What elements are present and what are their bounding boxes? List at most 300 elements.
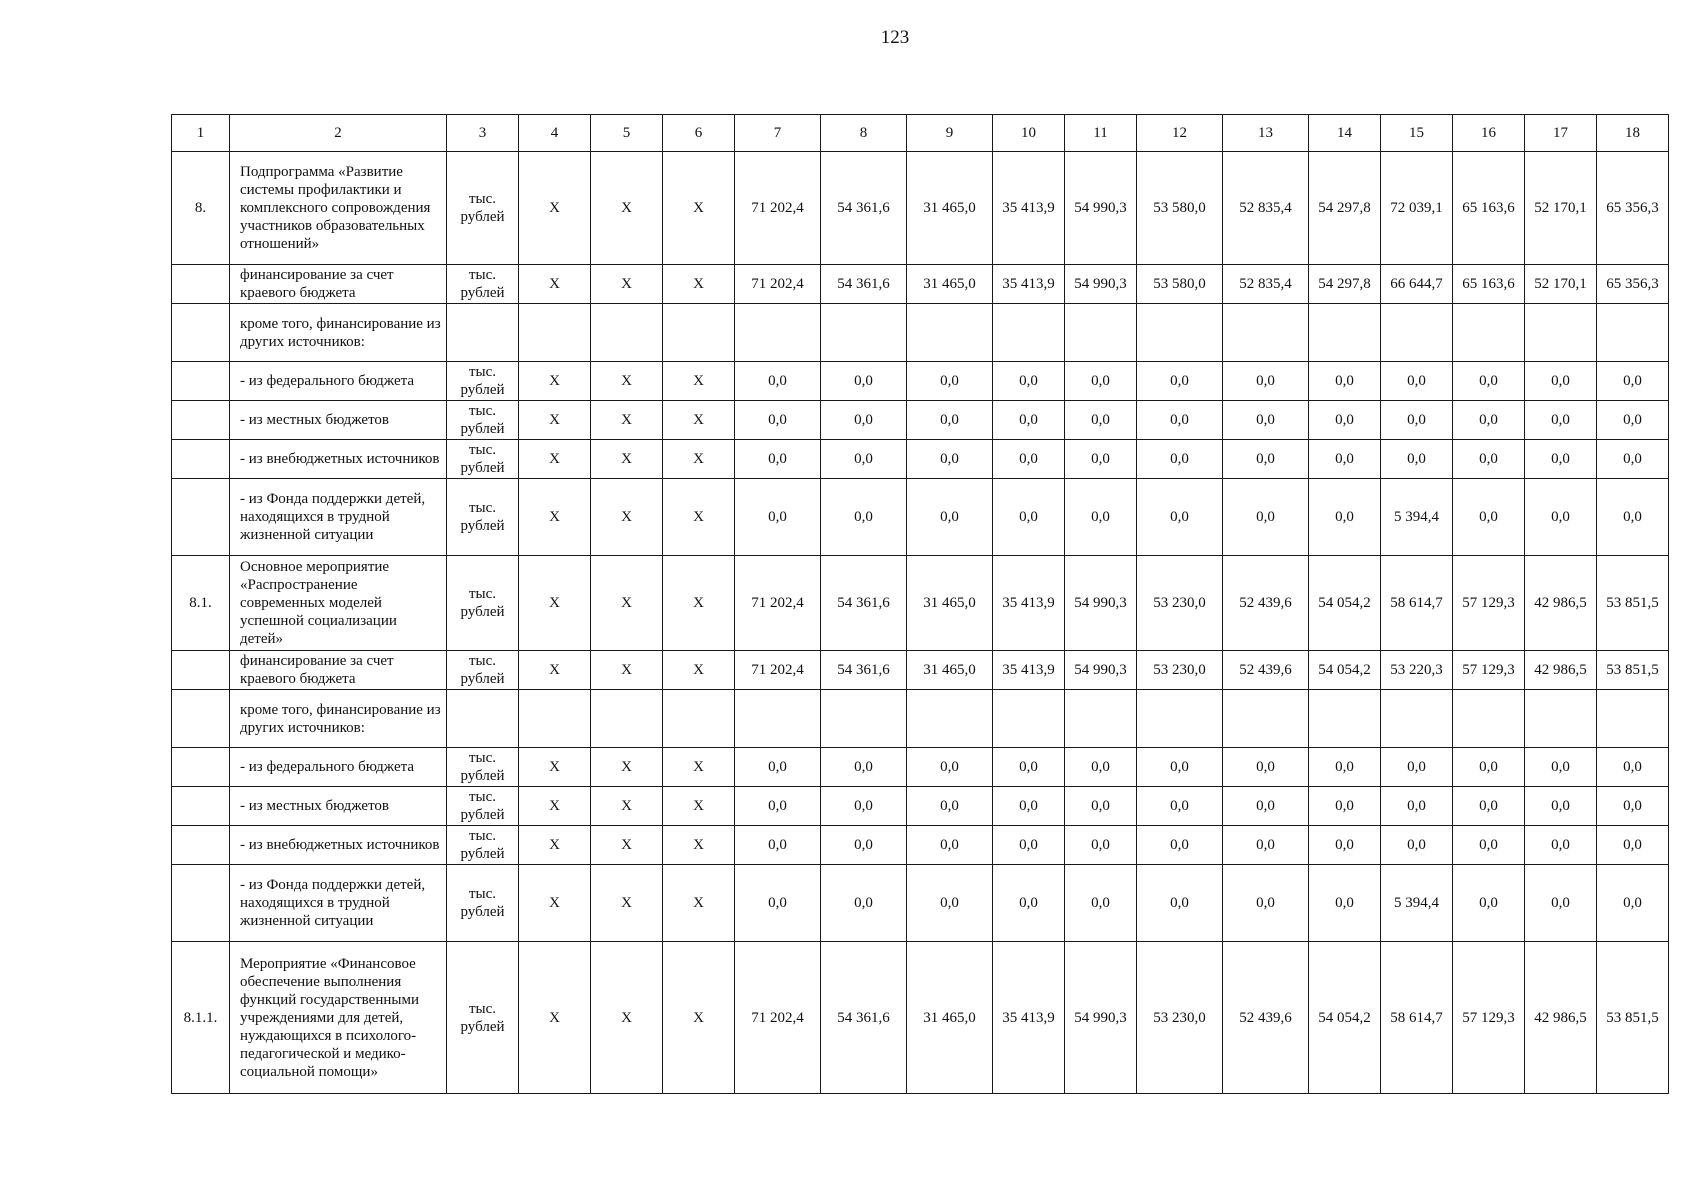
table-cell: 54 990,3 — [1065, 942, 1137, 1094]
table-cell: 0,0 — [1309, 826, 1381, 865]
column-number: 13 — [1223, 115, 1309, 152]
table-cell — [663, 690, 735, 748]
column-number: 4 — [519, 115, 591, 152]
table-cell: 0,0 — [1309, 787, 1381, 826]
table-cell: 0,0 — [735, 362, 821, 401]
table-cell: 0,0 — [821, 362, 907, 401]
table-cell: 5 394,4 — [1381, 865, 1453, 942]
table-cell: 0,0 — [1309, 865, 1381, 942]
table-cell: 0,0 — [1381, 787, 1453, 826]
table-cell: 0,0 — [1065, 479, 1137, 556]
table-cell: 0,0 — [1065, 826, 1137, 865]
table-cell — [519, 304, 591, 362]
table-cell: 57 129,3 — [1453, 942, 1525, 1094]
row-name-cell: - из федерального бюджета — [230, 362, 447, 401]
page-number: 123 — [880, 27, 910, 48]
table-cell: тыс. рублей — [447, 748, 519, 787]
table-cell: X — [663, 748, 735, 787]
table-cell: 0,0 — [821, 826, 907, 865]
table-cell: 0,0 — [1065, 787, 1137, 826]
table-cell: 57 129,3 — [1453, 651, 1525, 690]
table-row — [172, 479, 1669, 556]
table-row — [172, 401, 1669, 440]
table-cell: 0,0 — [1223, 748, 1309, 787]
table-cell — [591, 690, 663, 748]
table-cell: тыс. рублей — [447, 556, 519, 651]
column-number: 15 — [1381, 115, 1453, 152]
table-cell: 31 465,0 — [907, 556, 993, 651]
table-cell: 0,0 — [1525, 787, 1597, 826]
table-cell: X — [519, 265, 591, 304]
table-cell — [519, 690, 591, 748]
column-number: 1 — [172, 115, 230, 152]
table-row — [172, 865, 1669, 942]
table-cell — [993, 304, 1065, 362]
column-number: 14 — [1309, 115, 1381, 152]
table-cell: 72 039,1 — [1381, 152, 1453, 265]
table-cell: X — [591, 787, 663, 826]
row-name-cell: кроме того, финансирование из других источников: — [230, 690, 447, 748]
table-cell: 0,0 — [1381, 401, 1453, 440]
table-cell: X — [591, 479, 663, 556]
table-cell — [1525, 304, 1597, 362]
table-cell: 54 297,8 — [1309, 152, 1381, 265]
column-number: 3 — [447, 115, 519, 152]
table-cell: 52 439,6 — [1223, 556, 1309, 651]
table-cell: 0,0 — [1065, 865, 1137, 942]
table-cell: X — [591, 152, 663, 265]
table-cell: 58 614,7 — [1381, 942, 1453, 1094]
table-cell: X — [663, 265, 735, 304]
table-cell: 0,0 — [1453, 787, 1525, 826]
table-cell: 0,0 — [1525, 826, 1597, 865]
column-number: 5 — [591, 115, 663, 152]
row-number-cell — [172, 787, 230, 826]
column-number: 7 — [735, 115, 821, 152]
table-cell: X — [591, 865, 663, 942]
row-name-cell: - из Фонда поддержки детей, находящихся в трудной жизненной ситуации — [230, 479, 447, 556]
column-number: 18 — [1597, 115, 1669, 152]
table-cell: 0,0 — [735, 479, 821, 556]
table-cell: 0,0 — [907, 865, 993, 942]
table-row — [172, 651, 1669, 690]
table-cell: X — [519, 440, 591, 479]
table-cell: 35 413,9 — [993, 265, 1065, 304]
table-cell: тыс. рублей — [447, 479, 519, 556]
table-cell: 35 413,9 — [993, 556, 1065, 651]
table-row — [172, 304, 1669, 362]
budget-table — [171, 114, 1669, 1094]
table-cell: X — [591, 651, 663, 690]
table-cell: X — [663, 479, 735, 556]
table-cell: X — [591, 556, 663, 651]
table-cell: 0,0 — [993, 479, 1065, 556]
table-cell: 0,0 — [1453, 362, 1525, 401]
column-number-row — [172, 115, 1669, 152]
table-row — [172, 362, 1669, 401]
table-cell — [1309, 690, 1381, 748]
table-cell: X — [591, 440, 663, 479]
row-name-cell: - из внебюджетных источников — [230, 440, 447, 479]
table-cell: 0,0 — [821, 401, 907, 440]
table-cell: 31 465,0 — [907, 651, 993, 690]
table-row — [172, 942, 1669, 1094]
table-cell: 71 202,4 — [735, 152, 821, 265]
table-body — [172, 152, 1669, 1094]
table-cell: тыс. рублей — [447, 865, 519, 942]
row-number-cell: 8.1.1. — [172, 942, 230, 1094]
table-cell: 0,0 — [1065, 401, 1137, 440]
table-cell: тыс. рублей — [447, 787, 519, 826]
table-cell: X — [519, 362, 591, 401]
table-cell: 0,0 — [993, 787, 1065, 826]
row-name-cell: - из внебюджетных источников — [230, 826, 447, 865]
table-cell: 0,0 — [907, 362, 993, 401]
table-cell: 0,0 — [735, 865, 821, 942]
column-number: 2 — [230, 115, 447, 152]
table-cell — [1137, 304, 1223, 362]
row-name-cell: финансирование за счет краевого бюджета — [230, 651, 447, 690]
table-cell: 0,0 — [907, 787, 993, 826]
table-cell: 53 220,3 — [1381, 651, 1453, 690]
table-cell: 0,0 — [993, 865, 1065, 942]
table-cell: 0,0 — [1597, 826, 1669, 865]
table-cell: 0,0 — [993, 362, 1065, 401]
table-cell: 0,0 — [1381, 748, 1453, 787]
row-name-cell: - из Фонда поддержки детей, находящихся в трудной жизненной ситуации — [230, 865, 447, 942]
table-cell: 54 361,6 — [821, 651, 907, 690]
table-cell: 71 202,4 — [735, 651, 821, 690]
table-cell: 0,0 — [1525, 401, 1597, 440]
table-cell: тыс. рублей — [447, 362, 519, 401]
table-cell: 0,0 — [1309, 479, 1381, 556]
table-cell: 0,0 — [1223, 362, 1309, 401]
table-cell: 0,0 — [1597, 401, 1669, 440]
table-cell: 0,0 — [735, 826, 821, 865]
table-cell: 0,0 — [1137, 787, 1223, 826]
table-cell: 0,0 — [1525, 440, 1597, 479]
table-cell: 31 465,0 — [907, 152, 993, 265]
column-number: 10 — [993, 115, 1065, 152]
table-cell — [663, 304, 735, 362]
row-number-cell — [172, 362, 230, 401]
table-cell: 0,0 — [1137, 440, 1223, 479]
table-cell: 0,0 — [1137, 479, 1223, 556]
table-cell: X — [591, 942, 663, 1094]
table-cell: X — [663, 401, 735, 440]
table-row — [172, 690, 1669, 748]
table-cell: 0,0 — [735, 748, 821, 787]
table-cell: 0,0 — [907, 479, 993, 556]
table-cell: 0,0 — [1453, 479, 1525, 556]
row-number-cell: 8. — [172, 152, 230, 265]
row-number-cell: 8.1. — [172, 556, 230, 651]
column-number: 6 — [663, 115, 735, 152]
table-cell: 54 054,2 — [1309, 942, 1381, 1094]
row-number-cell — [172, 690, 230, 748]
table-cell: тыс. рублей — [447, 440, 519, 479]
table-cell: 0,0 — [1525, 362, 1597, 401]
table-cell: 0,0 — [1223, 440, 1309, 479]
row-number-cell — [172, 479, 230, 556]
table-cell: X — [663, 787, 735, 826]
table-cell: X — [591, 265, 663, 304]
table-cell: 0,0 — [1525, 865, 1597, 942]
row-name-cell: Подпрограмма «Развитие системы профилактики и комплексного сопровождения участников образовательных отношений» — [230, 152, 447, 265]
table-cell: тыс. рублей — [447, 152, 519, 265]
table-cell: 0,0 — [907, 826, 993, 865]
column-number: 11 — [1065, 115, 1137, 152]
table-cell: X — [663, 651, 735, 690]
table-cell: 54 054,2 — [1309, 651, 1381, 690]
table-cell: 0,0 — [1223, 787, 1309, 826]
table-cell: 65 356,3 — [1597, 265, 1669, 304]
table-cell: X — [519, 651, 591, 690]
table-cell: 54 361,6 — [821, 152, 907, 265]
table-cell — [447, 304, 519, 362]
row-number-cell — [172, 748, 230, 787]
table-cell: X — [591, 362, 663, 401]
table-cell — [1597, 304, 1669, 362]
table-cell: 0,0 — [1137, 865, 1223, 942]
table-cell: 0,0 — [1381, 440, 1453, 479]
table-cell: 0,0 — [1223, 401, 1309, 440]
table-cell: 0,0 — [907, 748, 993, 787]
column-number: 16 — [1453, 115, 1525, 152]
table-cell: 0,0 — [1597, 479, 1669, 556]
table-cell: 52 835,4 — [1223, 265, 1309, 304]
table-cell: 58 614,7 — [1381, 556, 1453, 651]
table-cell: 0,0 — [907, 401, 993, 440]
table-cell: 31 465,0 — [907, 265, 993, 304]
table-cell: тыс. рублей — [447, 942, 519, 1094]
table-cell: 54 990,3 — [1065, 265, 1137, 304]
table-cell — [735, 690, 821, 748]
table-row — [172, 265, 1669, 304]
table-cell: X — [519, 401, 591, 440]
table-cell — [1381, 304, 1453, 362]
table-header — [172, 115, 1669, 152]
table-cell: 31 465,0 — [907, 942, 993, 1094]
table-cell — [1065, 304, 1137, 362]
table-cell: 53 580,0 — [1137, 152, 1223, 265]
table-cell — [1223, 304, 1309, 362]
table-cell: X — [663, 865, 735, 942]
table-cell: 0,0 — [821, 440, 907, 479]
column-number: 12 — [1137, 115, 1223, 152]
table-cell — [1381, 690, 1453, 748]
table-cell: X — [663, 440, 735, 479]
table-cell: 0,0 — [1381, 826, 1453, 865]
table-cell: 0,0 — [1223, 865, 1309, 942]
table-cell: 5 394,4 — [1381, 479, 1453, 556]
table-cell: 0,0 — [1597, 787, 1669, 826]
table-cell: 54 361,6 — [821, 942, 907, 1094]
table-cell: 54 361,6 — [821, 556, 907, 651]
table-cell: тыс. рублей — [447, 651, 519, 690]
row-name-cell: Основное мероприятие «Распространение современных моделей успешной социализации детей» — [230, 556, 447, 651]
table-cell: 0,0 — [993, 401, 1065, 440]
table-cell: 52 439,6 — [1223, 651, 1309, 690]
table-cell: 0,0 — [1453, 440, 1525, 479]
table-cell: 52 170,1 — [1525, 152, 1597, 265]
table-cell: тыс. рублей — [447, 401, 519, 440]
table-cell: X — [519, 479, 591, 556]
row-name-cell: - из федерального бюджета — [230, 748, 447, 787]
table-cell: 0,0 — [1137, 826, 1223, 865]
table-cell: тыс. рублей — [447, 826, 519, 865]
table-cell — [907, 690, 993, 748]
table-cell: 0,0 — [1525, 479, 1597, 556]
table-cell: 0,0 — [1065, 362, 1137, 401]
table-cell: 35 413,9 — [993, 152, 1065, 265]
table-cell: 0,0 — [993, 826, 1065, 865]
row-name-cell: финансирование за счет краевого бюджета — [230, 265, 447, 304]
table-row — [172, 152, 1669, 265]
table-cell: 54 054,2 — [1309, 556, 1381, 651]
table-cell — [1309, 304, 1381, 362]
row-number-cell — [172, 651, 230, 690]
table-cell — [1065, 690, 1137, 748]
table-cell: 54 297,8 — [1309, 265, 1381, 304]
table-cell — [821, 690, 907, 748]
table-cell: 0,0 — [1309, 440, 1381, 479]
row-name-cell: - из местных бюджетов — [230, 787, 447, 826]
table-cell: 0,0 — [1309, 401, 1381, 440]
table-cell: 54 990,3 — [1065, 651, 1137, 690]
table-cell — [1453, 690, 1525, 748]
table-cell: 0,0 — [1137, 362, 1223, 401]
table-cell: X — [663, 942, 735, 1094]
table-cell — [1525, 690, 1597, 748]
table-cell: 0,0 — [1597, 865, 1669, 942]
table-row — [172, 748, 1669, 787]
table-cell: 0,0 — [1065, 748, 1137, 787]
table-cell: 0,0 — [1309, 362, 1381, 401]
table-cell: 52 835,4 — [1223, 152, 1309, 265]
table-cell — [735, 304, 821, 362]
table-cell: X — [591, 401, 663, 440]
row-number-cell — [172, 304, 230, 362]
table-cell: 42 986,5 — [1525, 651, 1597, 690]
row-number-cell — [172, 440, 230, 479]
table-cell: 53 851,5 — [1597, 556, 1669, 651]
table-cell: 53 851,5 — [1597, 942, 1669, 1094]
table-cell: X — [519, 152, 591, 265]
table-cell: 0,0 — [821, 787, 907, 826]
row-number-cell — [172, 826, 230, 865]
table-cell: 53 851,5 — [1597, 651, 1669, 690]
table-cell: 0,0 — [1309, 748, 1381, 787]
table-cell — [907, 304, 993, 362]
table-cell: 52 170,1 — [1525, 265, 1597, 304]
table-cell: 0,0 — [1453, 865, 1525, 942]
table-cell — [821, 304, 907, 362]
table-cell: X — [663, 556, 735, 651]
table-cell: 0,0 — [735, 401, 821, 440]
table-cell — [1223, 690, 1309, 748]
table-cell — [993, 690, 1065, 748]
table-row — [172, 440, 1669, 479]
table-cell: 0,0 — [1065, 440, 1137, 479]
row-name-cell: - из местных бюджетов — [230, 401, 447, 440]
column-number: 9 — [907, 115, 993, 152]
table-cell: X — [519, 942, 591, 1094]
table-cell: 0,0 — [1381, 362, 1453, 401]
row-number-cell — [172, 865, 230, 942]
table-cell: 42 986,5 — [1525, 942, 1597, 1094]
table-cell: 0,0 — [735, 787, 821, 826]
table-cell: X — [519, 826, 591, 865]
table-cell: 42 986,5 — [1525, 556, 1597, 651]
table-cell: X — [519, 865, 591, 942]
table-cell: 0,0 — [1597, 362, 1669, 401]
table-row — [172, 556, 1669, 651]
column-number: 8 — [821, 115, 907, 152]
table-cell: 71 202,4 — [735, 942, 821, 1094]
table-cell: 0,0 — [1597, 748, 1669, 787]
table-cell — [447, 690, 519, 748]
table-cell: 0,0 — [1525, 748, 1597, 787]
table-cell: X — [519, 748, 591, 787]
table-cell: X — [591, 826, 663, 865]
table-cell: тыс. рублей — [447, 265, 519, 304]
table-cell: 0,0 — [1223, 479, 1309, 556]
table-cell: 65 163,6 — [1453, 152, 1525, 265]
table-cell: 52 439,6 — [1223, 942, 1309, 1094]
table-cell: 0,0 — [993, 440, 1065, 479]
column-number: 17 — [1525, 115, 1597, 152]
row-number-cell — [172, 401, 230, 440]
table-cell: 0,0 — [1453, 826, 1525, 865]
row-number-cell — [172, 265, 230, 304]
table-cell: 57 129,3 — [1453, 556, 1525, 651]
table-cell: 53 230,0 — [1137, 556, 1223, 651]
table-cell: 71 202,4 — [735, 556, 821, 651]
table-cell: 0,0 — [993, 748, 1065, 787]
table-cell: 0,0 — [1453, 401, 1525, 440]
table-cell: 0,0 — [735, 440, 821, 479]
table-cell — [591, 304, 663, 362]
table-cell: 65 163,6 — [1453, 265, 1525, 304]
table-cell — [1453, 304, 1525, 362]
table-cell: 54 361,6 — [821, 265, 907, 304]
table-row — [172, 787, 1669, 826]
table-cell: X — [663, 152, 735, 265]
table-cell: X — [663, 362, 735, 401]
table-cell: X — [591, 748, 663, 787]
table-cell: 54 990,3 — [1065, 152, 1137, 265]
table-cell: 53 230,0 — [1137, 651, 1223, 690]
table-row — [172, 826, 1669, 865]
table-cell: 0,0 — [1597, 440, 1669, 479]
table-cell: 0,0 — [821, 479, 907, 556]
table-cell — [1137, 690, 1223, 748]
table-cell: 53 580,0 — [1137, 265, 1223, 304]
row-name-cell: Мероприятие «Финансовое обеспечение выполнения функций государственными учреждениями для детей, нуждающихся в психолого-педагогической и медико-социальной помощи» — [230, 942, 447, 1094]
row-name-cell: кроме того, финансирование из других источников: — [230, 304, 447, 362]
table-cell: 65 356,3 — [1597, 152, 1669, 265]
table-cell: 0,0 — [1223, 826, 1309, 865]
table-cell: 0,0 — [1453, 748, 1525, 787]
table-cell: X — [519, 787, 591, 826]
table-cell — [1597, 690, 1669, 748]
table-cell: X — [519, 556, 591, 651]
table-cell: 35 413,9 — [993, 651, 1065, 690]
table-cell: 54 990,3 — [1065, 556, 1137, 651]
table-cell: 35 413,9 — [993, 942, 1065, 1094]
table-cell: 0,0 — [821, 865, 907, 942]
